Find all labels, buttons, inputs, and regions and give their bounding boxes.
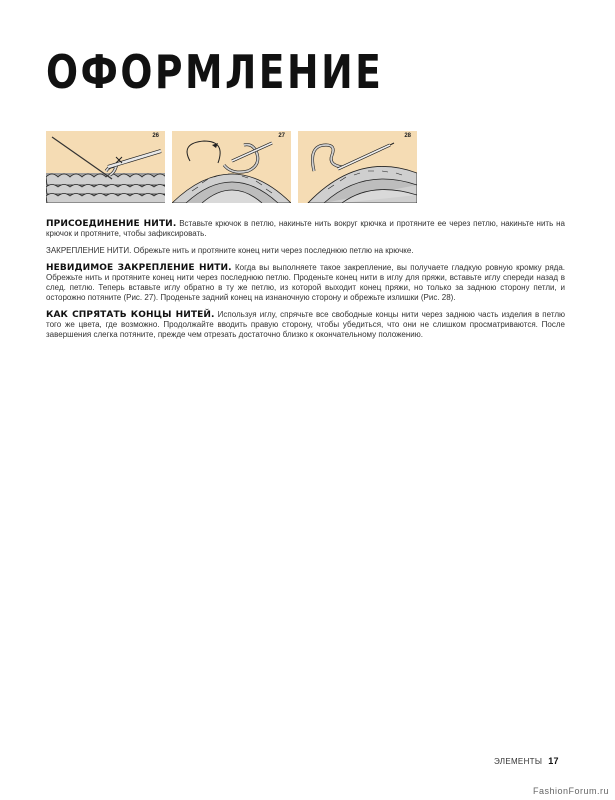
section-text: ЗАКРЕПЛЕНИЕ НИТИ. Обрежьте нить и протяните конец нити через последнюю петлю на крючке. xyxy=(46,246,414,255)
section-weaving-in-ends xyxy=(46,310,565,340)
figure-number: 26 xyxy=(152,133,159,139)
figure-28 xyxy=(298,131,417,203)
section-heading: НЕВИДИМОЕ ЗАКРЕПЛЕНИЕ НИТИ. xyxy=(46,263,232,273)
footer-section-name: ЭЛЕМЕНТЫ xyxy=(494,757,543,766)
section-text: Когда вы выполняете такое закрепление, вы получаете гладкую ровную кромку ряда. Обрежьте нить и протяните конец нити через последнюю петлю. Проденьте конец нити в иглу для пряжи, вставьте иглу спереди назад в след. петлю. Теперь вставьте иглу обратно в ту же петлю, из которой выходит конец пряжи, но только за заднюю сторону петли, и осторожно потяните (Рис. 27). Проденьте задний конец на изнаночную сторону и обрежьте излишки (Рис. 28). xyxy=(46,263,566,302)
instructions-body xyxy=(46,219,565,347)
page-title: ОФОРМЛЕНИЕ xyxy=(46,45,384,99)
section-text: Используя иглу, спрячьте все свободные концы нити через заднюю часть изделия в петлю того же цвета, где возможно. Продолжайте вводить правую сторону, чтобы убедиться, что они не слишком просматриваются. После завершения слегка потяните, прежде чем отрезать достаточно близко к окончательному положению. xyxy=(46,310,565,339)
needle-invisible-fasten-off-icon xyxy=(172,131,291,203)
section-heading: КАК СПРЯТАТЬ КОНЦЫ НИТЕЙ. xyxy=(46,310,215,320)
figure-number: 27 xyxy=(278,133,285,139)
section-invisible-fasten-off xyxy=(46,263,565,303)
section-fastening-off xyxy=(46,246,565,256)
section-text: Вставьте крючок в петлю, накиньте нить вокруг крючка и протяните ее через петлю, накиньте нить на крючок и протяните, чтобы зафиксировать. xyxy=(46,219,565,238)
figure-26 xyxy=(46,131,165,203)
page-footer xyxy=(494,756,559,766)
figure-27 xyxy=(172,131,291,203)
section-joining-yarn xyxy=(46,219,565,239)
page-number: 17 xyxy=(548,756,559,766)
needle-weave-in-ends-icon xyxy=(298,131,417,203)
watermark: FashionForum.ru xyxy=(532,786,609,796)
figure-number: 28 xyxy=(404,133,411,139)
figure-strip xyxy=(46,131,566,203)
section-heading: ПРИСОЕДИНЕНИЕ НИТИ. xyxy=(46,219,177,229)
crochet-hook-joining-yarn-icon xyxy=(46,131,165,203)
